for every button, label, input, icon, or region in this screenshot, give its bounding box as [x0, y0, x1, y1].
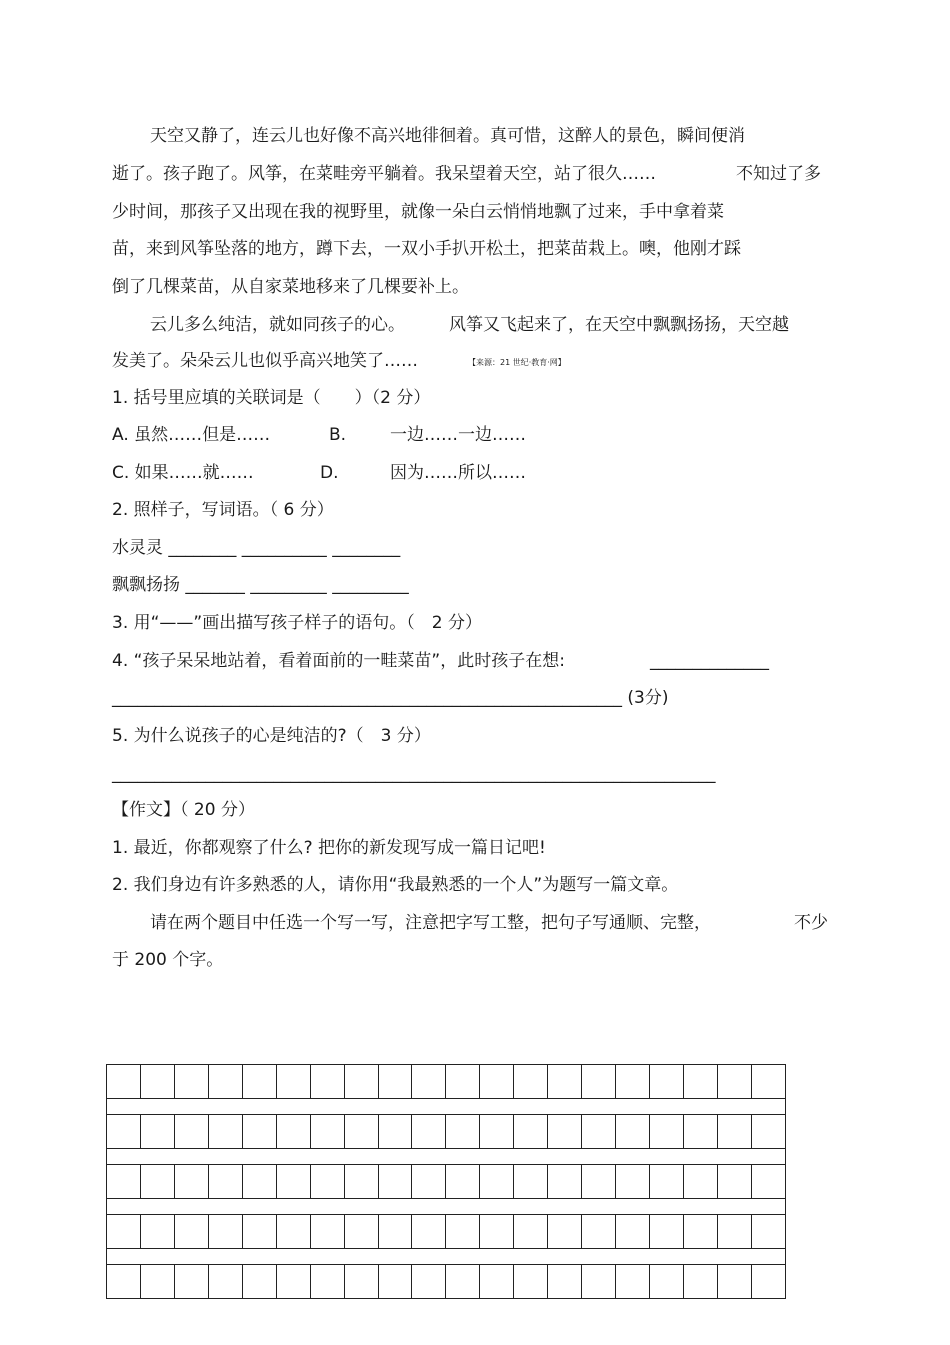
question-2: 2. 照样子，写词语。（ 6 分）: [112, 500, 334, 520]
passage-line: 发美了。朵朵云儿也似乎高兴地笑了……: [112, 351, 418, 371]
passage-line: 逝了。孩子跑了。风筝，在菜畦旁平躺着。我呆望着天空，站了很久……: [112, 164, 656, 184]
q2-answer-line: 水灵灵 ________ __________ ________: [112, 538, 401, 558]
option-a: A. 虽然……但是……: [112, 425, 271, 445]
passage-line: 少时间，那孩子又出现在我的视野里，就像一朵白云悄悄地飘了过来，手中拿着菜: [112, 202, 724, 222]
composition-heading: 【作文】（ 20 分）: [112, 800, 255, 820]
passage-line: 倒了几棵菜苗，从自家菜地移来了几棵要补上。: [112, 277, 469, 297]
grid-gap: [107, 1249, 786, 1265]
grid-row: [107, 1165, 786, 1199]
grid-gap: [107, 1099, 786, 1115]
grid-row: [107, 1065, 786, 1099]
passage-line: 天空又静了，连云儿也好像不高兴地徘徊着。真可惜，这醉人的景色，瞬间便消: [150, 126, 745, 146]
option-c: C. 如果……就……: [112, 463, 254, 483]
passage-line: 不知过了多: [736, 164, 821, 184]
composition-instruction: 请在两个题目中任选一个写一写，注意把字写工整，把句子写通顺、完整，: [150, 913, 711, 933]
q5-answer-line: _______________________________________________________________________: [112, 764, 716, 784]
q4-blank: ______________: [650, 651, 769, 671]
grid-gap: [107, 1149, 786, 1165]
grid-row: [107, 1215, 786, 1249]
option-d-letter: D.: [320, 463, 339, 483]
option-b-letter: B.: [329, 425, 347, 445]
option-b: 一边……一边……: [390, 425, 526, 445]
source-note: 【来源：21 世纪·教育·网】: [468, 358, 566, 367]
grid-row: [107, 1265, 786, 1299]
composition-topic-2: 2. 我们身边有许多熟悉的人，请你用“我最熟悉的一个人”为题写一篇文章。: [112, 875, 679, 895]
passage-line: 云儿多么纯洁，就如同孩子的心。: [150, 315, 405, 335]
composition-instruction: 不少: [794, 913, 828, 933]
passage-line: 风筝又飞起来了，在天空中飘飘扬扬，天空越: [449, 315, 789, 335]
grid-row: [107, 1115, 786, 1149]
writing-grid: [106, 1064, 786, 1299]
question-3: 3. 用“——”画出描写孩子样子的语句。（ 2 分）: [112, 613, 482, 633]
q2-answer-line: 飘飘扬扬 _______ _________ _________: [112, 575, 409, 595]
question-1: 1. 括号里应填的关联词是（ ）（2 分）: [112, 388, 431, 408]
option-d: 因为……所以……: [390, 463, 526, 483]
question-5: 5. 为什么说孩子的心是纯洁的?（ 3 分）: [112, 726, 431, 746]
passage-line: 苗，来到风筝坠落的地方，蹲下去，一双小手扒开松土，把菜苗栽上。噢，他刚才踩: [112, 239, 741, 259]
composition-instruction: 于 200 个字。: [112, 950, 224, 970]
composition-topic-1: 1. 最近，你都观察了什么? 把你的新发现写成一篇日记吧!: [112, 838, 546, 858]
q4-answer-line: ____________________________________________________________ (3分): [112, 688, 669, 708]
grid-gap: [107, 1199, 786, 1215]
question-4: 4. “孩子呆呆地站着，看着面前的一畦菜苗”，此时孩子在想:: [112, 651, 565, 671]
